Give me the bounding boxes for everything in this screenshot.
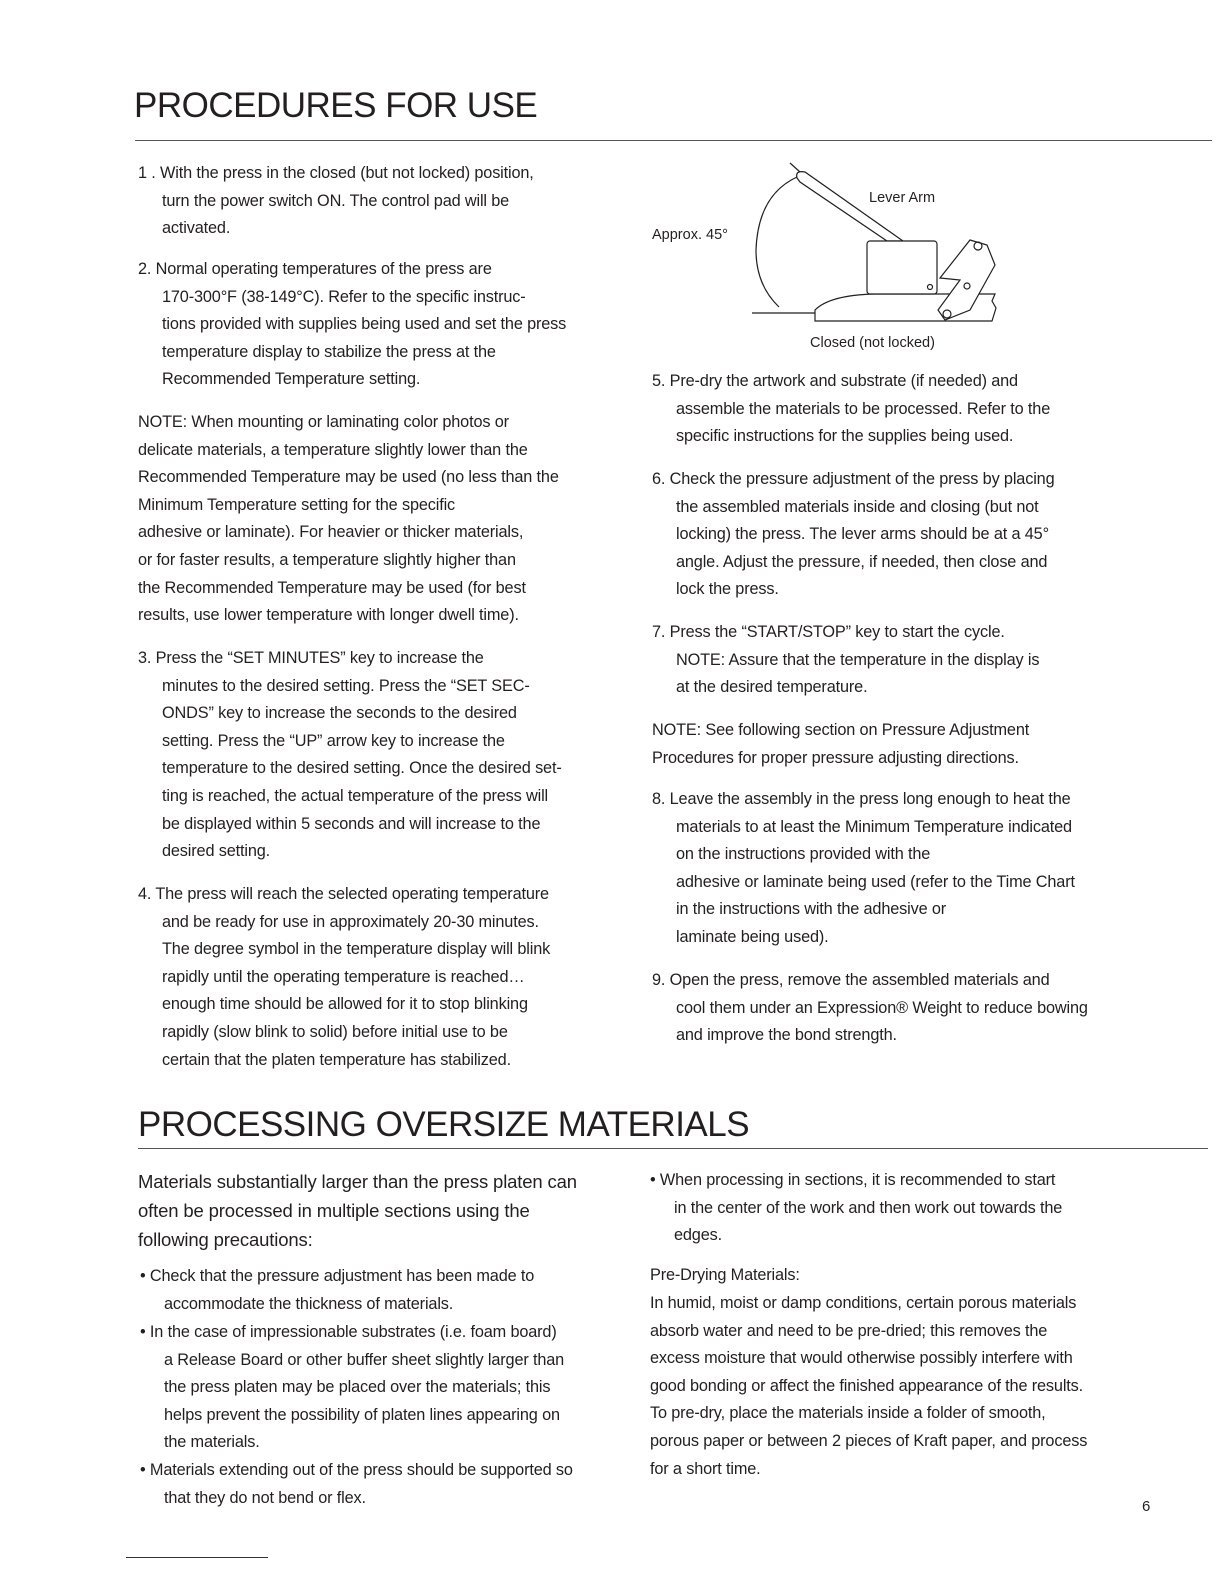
- text-line: • Check that the pressure adjustment has been made to: [140, 1267, 535, 1285]
- text-line: Materials substantially larger than the press platen can: [138, 1171, 577, 1192]
- step-5: [652, 368, 1050, 451]
- text-line: 5. Pre-dry the artwork and substrate (if needed) and: [652, 372, 1018, 390]
- text-line: setting. Press the “UP” arrow key to increase the: [162, 731, 505, 750]
- footer-link-line: [126, 1557, 268, 1558]
- text-line: lock the press.: [676, 580, 779, 599]
- oversize-intro: [138, 1167, 577, 1254]
- angle-label: Approx. 45°: [652, 227, 728, 243]
- text-line: helps prevent the possibility of platen lines appearing on: [164, 1405, 560, 1424]
- bullet-support: [140, 1457, 573, 1512]
- text-line: adhesive or laminate being used (refer to the Time Chart: [676, 872, 1075, 891]
- text-line: 3. Press the “SET MINUTES” key to increase the: [138, 649, 484, 667]
- step-6: [652, 466, 1054, 604]
- text-line: laminate being used).: [676, 927, 829, 946]
- text-line: specific instructions for the supplies being used.: [676, 427, 1014, 446]
- predry-text: [650, 1290, 1087, 1483]
- text-line: Recommended Temperature setting.: [162, 370, 421, 389]
- text-line: assemble the materials to be processed. Refer to the: [676, 399, 1051, 418]
- text-line: in the instructions with the adhesive or: [676, 900, 947, 919]
- text-line: good bonding or affect the finished appearance of the results.: [650, 1376, 1084, 1395]
- text-line: ONDS” key to increase the seconds to the desired: [162, 704, 517, 723]
- text-line: certain that the platen temperature has stabilized.: [162, 1050, 511, 1069]
- lever-arm-diagram: [640, 150, 1000, 360]
- text-line: Procedures for proper pressure adjusting directions.: [652, 748, 1019, 767]
- text-line: results, use lower temperature with longer dwell time).: [138, 606, 519, 625]
- text-line: To pre-dry, place the materials inside a folder of smooth,: [650, 1404, 1046, 1423]
- text-line: rapidly (slow blink to solid) before initial use to be: [162, 1022, 508, 1041]
- text-line: angle. Adjust the pressure, if needed, then close and: [676, 552, 1048, 571]
- text-line: locking) the press. The lever arms should be at a 45°: [676, 525, 1049, 544]
- text-line: • Materials extending out of the press should be supported so: [140, 1461, 573, 1479]
- text-line: edges.: [674, 1226, 722, 1245]
- text-line: enough time should be allowed for it to stop blinking: [162, 995, 528, 1014]
- text-line: NOTE: See following section on Pressure Adjustment: [652, 721, 1030, 739]
- text-line: 170-300°F (38-149°C). Refer to the specific instruc-: [162, 287, 526, 306]
- text-line: The degree symbol in the temperature display will blink: [162, 940, 551, 959]
- temperature-note: [138, 409, 559, 630]
- bullet-sections: [650, 1167, 1062, 1250]
- section-title-procedures: PROCEDURES FOR USE: [134, 86, 538, 125]
- text-line: accommodate the thickness of materials.: [164, 1294, 454, 1313]
- predry-heading: Pre-Drying Materials:: [650, 1266, 800, 1284]
- text-line: for a short time.: [650, 1459, 761, 1478]
- page-number: 6: [1142, 1498, 1151, 1515]
- diagram-caption: Closed (not locked): [810, 335, 935, 351]
- text-line: often be processed in multiple sections using the: [138, 1200, 530, 1221]
- text-line: • When processing in sections, it is recommended to start: [650, 1171, 1056, 1189]
- text-line: desired setting.: [162, 842, 271, 861]
- text-line: on the instructions provided with the: [676, 845, 931, 864]
- text-line: activated.: [162, 219, 231, 238]
- text-line: rapidly until the operating temperature is reached…: [162, 967, 525, 986]
- text-line: 4. The press will reach the selected operating temperature: [138, 885, 549, 903]
- text-line: tions provided with supplies being used and set the press: [162, 315, 567, 334]
- text-line: Recommended Temperature may be used (no less than the: [138, 468, 559, 487]
- text-line: cool them under an Expression® Weight to reduce bowing: [676, 998, 1088, 1017]
- step-7: [652, 619, 1039, 702]
- text-line: 2. Normal operating temperatures of the press are: [138, 260, 492, 278]
- text-line: following precautions:: [138, 1229, 313, 1250]
- title-rule: [135, 140, 1212, 141]
- text-line: adhesive or laminate). For heavier or thicker materials,: [138, 523, 524, 542]
- text-line: 7. Press the “START/STOP” key to start the cycle.: [652, 623, 1005, 641]
- step-1: [138, 160, 534, 243]
- text-line: the Recommended Temperature may be used (for best: [138, 578, 526, 597]
- text-line: temperature display to stabilize the press at the: [162, 342, 496, 361]
- text-line: turn the power switch ON. The control pad will be: [162, 191, 510, 210]
- text-line: and be ready for use in approximately 20-30 minutes.: [162, 912, 539, 931]
- text-line: absorb water and need to be pre-dried; this removes the: [650, 1321, 1048, 1340]
- text-line: porous paper or between 2 pieces of Kraft paper, and process: [650, 1431, 1088, 1450]
- text-line: NOTE: Assure that the temperature in the display is: [676, 650, 1040, 669]
- title-rule: [138, 1148, 1208, 1149]
- bullet-substrates: [140, 1319, 564, 1457]
- text-line: 8. Leave the assembly in the press long enough to heat the: [652, 790, 1071, 808]
- text-line: the press platen may be placed over the materials; this: [164, 1378, 551, 1397]
- step-3: [138, 645, 562, 866]
- text-line: in the center of the work and then work out towards the: [674, 1198, 1063, 1217]
- text-line: excess moisture that would otherwise possibly interfere with: [650, 1349, 1073, 1368]
- pressure-note: [652, 717, 1029, 772]
- text-line: ting is reached, the actual temperature of the press will: [162, 786, 549, 805]
- text-line: 1 . With the press in the closed (but not locked) position,: [138, 164, 534, 182]
- text-line: • In the case of impressionable substrates (i.e. foam board): [140, 1323, 557, 1341]
- text-line: minutes to the desired setting. Press the “SET SEC-: [162, 676, 530, 695]
- text-line: temperature to the desired setting. Once the desired set-: [162, 759, 562, 778]
- text-line: Minimum Temperature setting for the specific: [138, 495, 456, 514]
- step-9: [652, 967, 1088, 1050]
- text-line: or for faster results, a temperature slightly higher than: [138, 550, 516, 569]
- text-line: materials to at least the Minimum Temperature indicated: [676, 817, 1072, 836]
- text-line: that they do not bend or flex.: [164, 1488, 366, 1507]
- lever-arm-label: Lever Arm: [869, 190, 936, 206]
- text-line: NOTE: When mounting or laminating color photos or: [138, 413, 509, 431]
- bullet-pressure: [140, 1263, 534, 1318]
- step-4: [138, 881, 550, 1074]
- text-line: the assembled materials inside and closing (but not: [676, 497, 1039, 516]
- text-line: and improve the bond strength.: [676, 1026, 897, 1045]
- text-line: delicate materials, a temperature slightly lower than the: [138, 440, 528, 459]
- text-line: 6. Check the pressure adjustment of the press by placing: [652, 470, 1055, 488]
- text-line: be displayed within 5 seconds and will increase to the: [162, 814, 541, 833]
- step-8: [652, 786, 1075, 952]
- step-2: [138, 256, 566, 394]
- text-line: the materials.: [164, 1433, 260, 1452]
- section-title-oversize: PROCESSING OVERSIZE MATERIALS: [138, 1105, 750, 1144]
- text-line: In humid, moist or damp conditions, certain porous materials: [650, 1294, 1077, 1312]
- text-line: a Release Board or other buffer sheet slightly larger than: [164, 1350, 565, 1369]
- text-line: 9. Open the press, remove the assembled materials and: [652, 971, 1050, 989]
- text-line: at the desired temperature.: [676, 678, 868, 697]
